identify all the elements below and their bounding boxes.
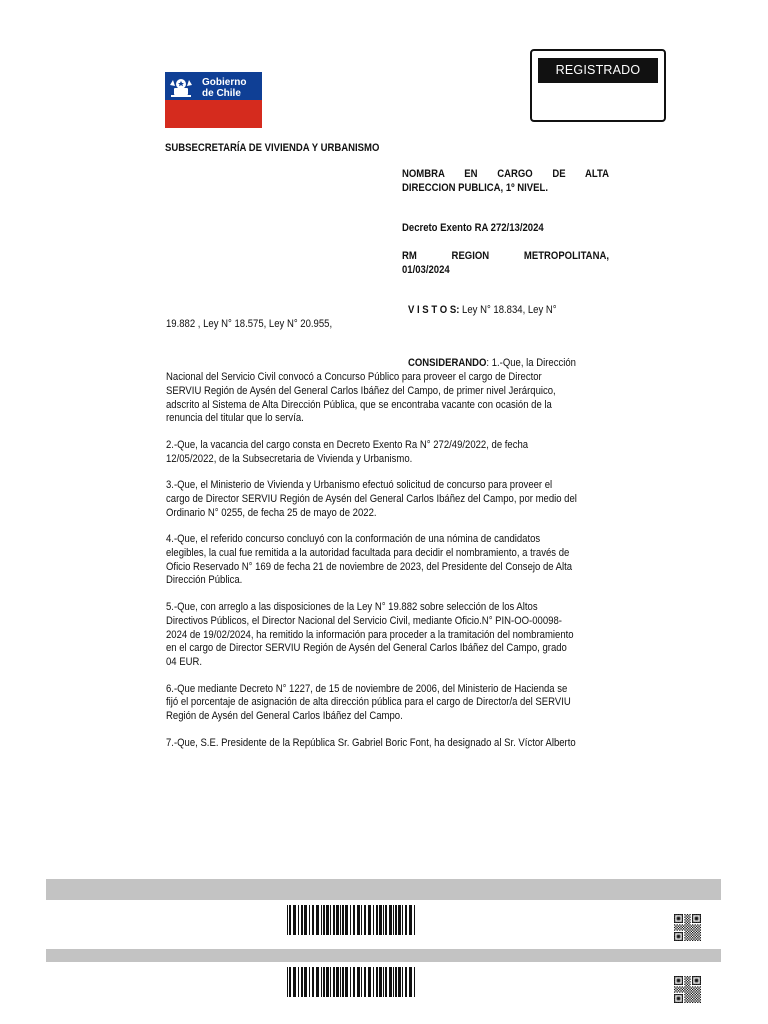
item5-line: 5.-Que, con arreglo a las disposiciones de la Ley N° 19.882 sobre selección de los Altos xyxy=(166,601,538,613)
item3-line: Ordinario N° 0255, de fecha 25 de mayo de 2022. xyxy=(166,507,377,519)
stamp-label: REGISTRADO xyxy=(538,58,658,83)
item4-line: Dirección Pública. xyxy=(166,574,243,586)
item5-line: 2024 de 19/02/2024, ha remitido la información para proceder a la tramitación del nombramiento xyxy=(166,629,574,641)
item5-line: Directivos Públicos, el Director Nacional del Servicio Civil, mediante Oficio.N° PIN-OO-00098- xyxy=(166,615,562,627)
footer-bar xyxy=(46,949,721,962)
item1-line0: : 1.-Que, la Dirección xyxy=(486,357,576,369)
barcode-icon xyxy=(287,905,415,935)
vistos-line2: 19.882 , Ley N° 18.575, Ley N° 20.955, xyxy=(166,318,333,330)
item1-line: SERVIU Región de Aysén del General Carlos Ibáñez del Campo, de primer nivel Jerárquico, xyxy=(166,385,556,397)
barcode-icon xyxy=(287,967,415,997)
place-line1: RM REGION METROPOLITANA, xyxy=(402,250,609,262)
department-heading: SUBSECRETARÍA DE VIVIENDA Y URBANISMO xyxy=(165,142,380,154)
subject-line1: NOMBRA EN CARGO DE ALTA xyxy=(402,168,609,180)
item4-line: Oficio Reservado N° 169 de fecha 21 de noviembre de 2023, del Presidente del Consejo de Alta xyxy=(166,561,573,573)
item1-line: Nacional del Servicio Civil convocó a Concurso Público para proveer el cargo de Director xyxy=(166,371,542,383)
logo-text-line2: de Chile xyxy=(202,88,241,99)
considerando-line1 xyxy=(408,357,576,371)
item6-line: Región de Aysén del General Carlos Ibáñez del Campo. xyxy=(166,710,403,722)
registrado-stamp xyxy=(530,49,666,122)
item4-line: 4.-Que, el referido concurso concluyó con la conformación de una nómina de candidatos xyxy=(166,533,541,545)
vistos-text1: Ley N° 18.834, Ley N° xyxy=(462,304,557,316)
item6-line: fijó el porcentaje de asignación de alta dirección pública para el cargo de Director/a del SERVIU xyxy=(166,696,571,708)
decree-number: Decreto Exento RA 272/13/2024 xyxy=(402,222,544,234)
item4-line: elegibles, la cual fue remitida a la autoridad facultada para decidir el nombramiento, a través de xyxy=(166,547,570,559)
footer-bar xyxy=(46,879,721,900)
item1-line: renuncia del titular que lo servía. xyxy=(166,412,304,424)
item6-line: 6.-Que mediante Decreto N° 1227, de 15 de noviembre de 2006, del Ministerio de Hacienda se xyxy=(166,683,568,695)
qr-code-icon xyxy=(674,914,701,941)
item3-line: cargo de Director SERVIU Región de Aysén del General Carlos Ibáñez del Campo, por medio del xyxy=(166,493,577,505)
item3-line: 3.-Que, el Ministerio de Vivienda y Urbanismo efectuó solicitud de concurso para proveer el xyxy=(166,479,553,491)
considerando-label: CONSIDERANDO xyxy=(408,357,487,369)
logo-text-line1: Gobierno xyxy=(202,77,247,88)
item5-line: en el cargo de Director SERVIU Región de Aysén del General Carlos Ibáñez del Campo, grado xyxy=(166,642,567,654)
place-date: 01/03/2024 xyxy=(402,264,450,276)
item1-line: adscrito al Sistema de Alta Dirección Pública, que se encontraba vacante con ocasión de la xyxy=(166,399,552,411)
item5-line: 04 EUR. xyxy=(166,656,203,668)
subject-line2: DIRECCION PUBLICA, 1º NIVEL. xyxy=(402,182,548,194)
vistos-label: V I S T O S: xyxy=(408,304,460,316)
chile-coat-of-arms-icon xyxy=(165,72,262,128)
vistos-line1 xyxy=(408,304,557,318)
qr-code-icon xyxy=(674,976,701,1003)
gobierno-de-chile-logo xyxy=(165,72,262,128)
item7-line: 7.-Que, S.E. Presidente de la República Sr. Gabriel Boric Font, ha designado al Sr. Víctor Alberto xyxy=(166,737,576,749)
item2-line: 12/05/2022, de la Subsecretaria de Vivienda y Urbanismo. xyxy=(166,453,413,465)
item2-line: 2.-Que, la vacancia del cargo consta en Decreto Exento Ra N° 272/49/2022, de fecha xyxy=(166,439,529,451)
